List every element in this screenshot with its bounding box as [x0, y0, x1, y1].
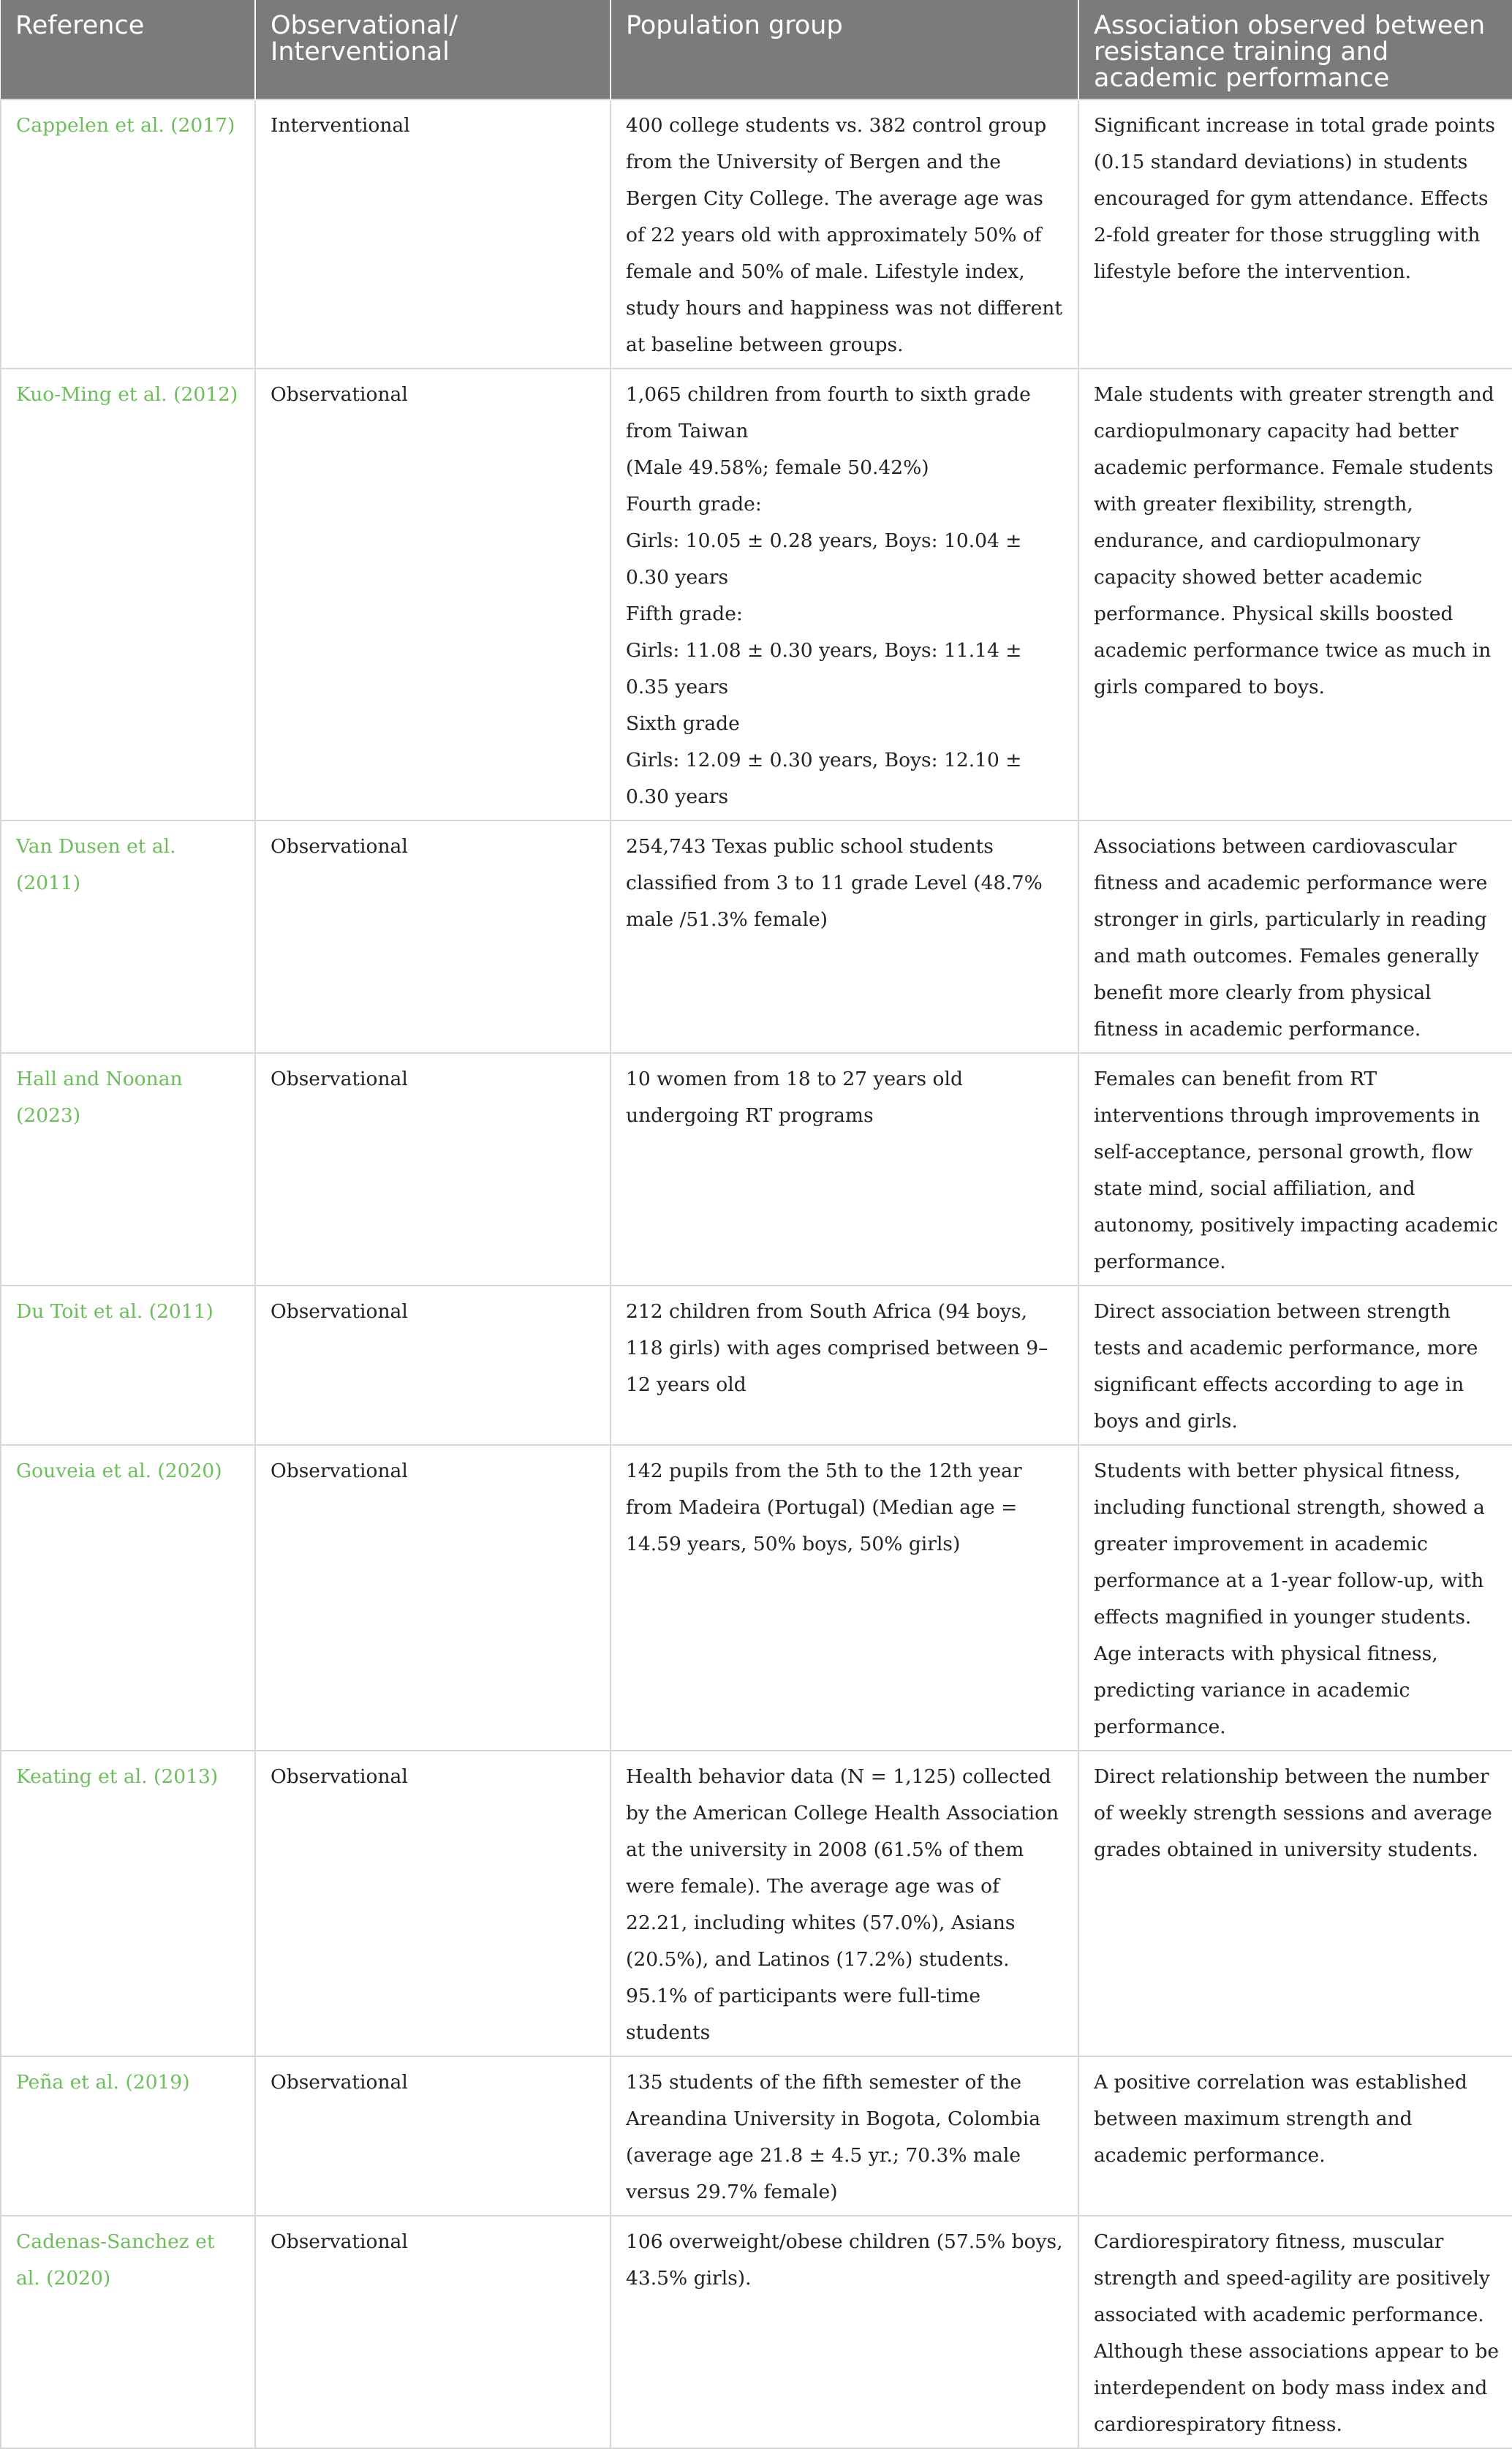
- table-row: [1, 2216, 1512, 2448]
- table-row: [1, 1286, 1512, 1445]
- population-line: Fifth grade:: [626, 603, 743, 625]
- population-cell: 10 women from 18 to 27 years old undergoing RT programs: [611, 1053, 1078, 1286]
- population-line: 1,065 children from fourth to sixth grade from Taiwan: [626, 383, 1031, 442]
- population-line: Sixth grade: [626, 712, 740, 735]
- population-cell: [611, 369, 1078, 820]
- table-row: [1, 99, 1512, 369]
- table-row: [1, 820, 1512, 1053]
- population-line: Girls: 11.08 ± 0.30 years, Boys: 11.14 ± 0.35 years: [626, 639, 1022, 698]
- population-cell: Health behavior data (N = 1,125) collected by the American College Health Association at the university in 2008 (61.5% of them were female). The average age was of 22.21, including whites (57.0%), Asians (20.5%), and Latinos (17.2%) students. 95.1% of participants were full-time students: [611, 1751, 1078, 2056]
- table-row: [1, 1751, 1512, 2056]
- association-cell: Females can benefit from RT interventions through improvements in self-acceptance, personal growth, flow state mind, social affiliation, and autonomy, positively impacting academic performance.: [1078, 1053, 1512, 1286]
- population-cell: 142 pupils from the 5th to the 12th year from Madeira (Portugal) (Median age = 14.59 years, 50% boys, 50% girls): [611, 1445, 1078, 1751]
- population-line: Girls: 12.09 ± 0.30 years, Boys: 12.10 ± 0.30 years: [626, 749, 1022, 808]
- reference-link[interactable]: Cadenas-Sanchez et al. (2020): [1, 2216, 255, 2448]
- reference-link[interactable]: Hall and Noonan (2023): [1, 1053, 255, 1286]
- header-type: Observational/ Interventional: [255, 0, 611, 99]
- reference-link[interactable]: Du Toit et al. (2011): [1, 1286, 255, 1445]
- population-cell: 106 overweight/obese children (57.5% boys, 43.5% girls).: [611, 2216, 1078, 2448]
- study-type: Observational: [255, 820, 611, 1053]
- association-cell: Direct relationship between the number of weekly strength sessions and average grades obtained in university students.: [1078, 1751, 1512, 2056]
- population-cell: 135 students of the fifth semester of the Areandina University in Bogota, Colombia (average age 21.8 ± 4.5 yr.; 70.3% male versus 29.7% female): [611, 2056, 1078, 2216]
- header-population: Population group: [611, 0, 1078, 99]
- association-cell: Male students with greater strength and cardiopulmonary capacity had better academic performance. Female students with greater flexibility, strength, endurance, and cardiopulmonary capacity showed better academic performance. Physical skills boosted academic performance twice as much in girls compared to boys.: [1078, 369, 1512, 820]
- study-type: Interventional: [255, 99, 611, 369]
- association-cell: Significant increase in total grade points (0.15 standard deviations) in students encouraged for gym attendance. Effects 2-fold greater for those struggling with lifestyle before the intervention.: [1078, 99, 1512, 369]
- study-type: Observational: [255, 1286, 611, 1445]
- reference-link[interactable]: Cappelen et al. (2017): [1, 99, 255, 369]
- population-cell: 212 children from South Africa (94 boys, 118 girls) with ages comprised between 9–12 years old: [611, 1286, 1078, 1445]
- table-row: [1, 2056, 1512, 2216]
- population-line: Fourth grade:: [626, 493, 762, 516]
- study-type: Observational: [255, 369, 611, 820]
- association-cell: Cardiorespiratory fitness, muscular strength and speed-agility are positively associated with academic performance. Although these associations appear to be interdependent on body mass index and cardiorespiratory fitness.: [1078, 2216, 1512, 2448]
- population-line: (Male 49.58%; female 50.42%): [626, 456, 929, 479]
- study-type: Observational: [255, 1751, 611, 2056]
- header-row: [1, 0, 1512, 99]
- association-cell: Students with better physical fitness, including functional strength, showed a greater improvement in academic performance at a 1-year follow-up, with effects magnified in younger students. Age interacts with physical fitness, predicting variance in academic performance.: [1078, 1445, 1512, 1751]
- association-cell: Direct association between strength tests and academic performance, more significant effects according to age in boys and girls.: [1078, 1286, 1512, 1445]
- association-cell: Associations between cardiovascular fitness and academic performance were stronger in girls, particularly in reading and math outcomes. Females generally benefit more clearly from physical fitness in academic performance.: [1078, 820, 1512, 1053]
- study-type: Observational: [255, 2056, 611, 2216]
- population-line: Girls: 10.05 ± 0.28 years, Boys: 10.04 ± 0.30 years: [626, 529, 1022, 589]
- header-reference: Reference: [1, 0, 255, 99]
- reference-link[interactable]: Peña et al. (2019): [1, 2056, 255, 2216]
- reference-link[interactable]: Gouveia et al. (2020): [1, 1445, 255, 1751]
- reference-link[interactable]: Van Dusen et al. (2011): [1, 820, 255, 1053]
- association-cell: A positive correlation was established between maximum strength and academic performance.: [1078, 2056, 1512, 2216]
- header-association: Association observed between resistance training and academic performance: [1078, 0, 1512, 99]
- study-type: Observational: [255, 2216, 611, 2448]
- table-row: [1, 1053, 1512, 1286]
- table-row: [1, 1445, 1512, 1751]
- study-type: Observational: [255, 1445, 611, 1751]
- reference-link[interactable]: Kuo-Ming et al. (2012): [1, 369, 255, 820]
- table-row: [1, 369, 1512, 820]
- population-cell: 400 college students vs. 382 control group from the University of Bergen and the Bergen City College. The average age was of 22 years old with approximately 50% of female and 50% of male. Lifestyle index, study hours and happiness was not different at baseline between groups.: [611, 99, 1078, 369]
- study-type: Observational: [255, 1053, 611, 1286]
- reference-link[interactable]: Keating et al. (2013): [1, 1751, 255, 2056]
- population-cell: 254,743 Texas public school students classified from 3 to 11 grade Level (48.7% male /51.3% female): [611, 820, 1078, 1053]
